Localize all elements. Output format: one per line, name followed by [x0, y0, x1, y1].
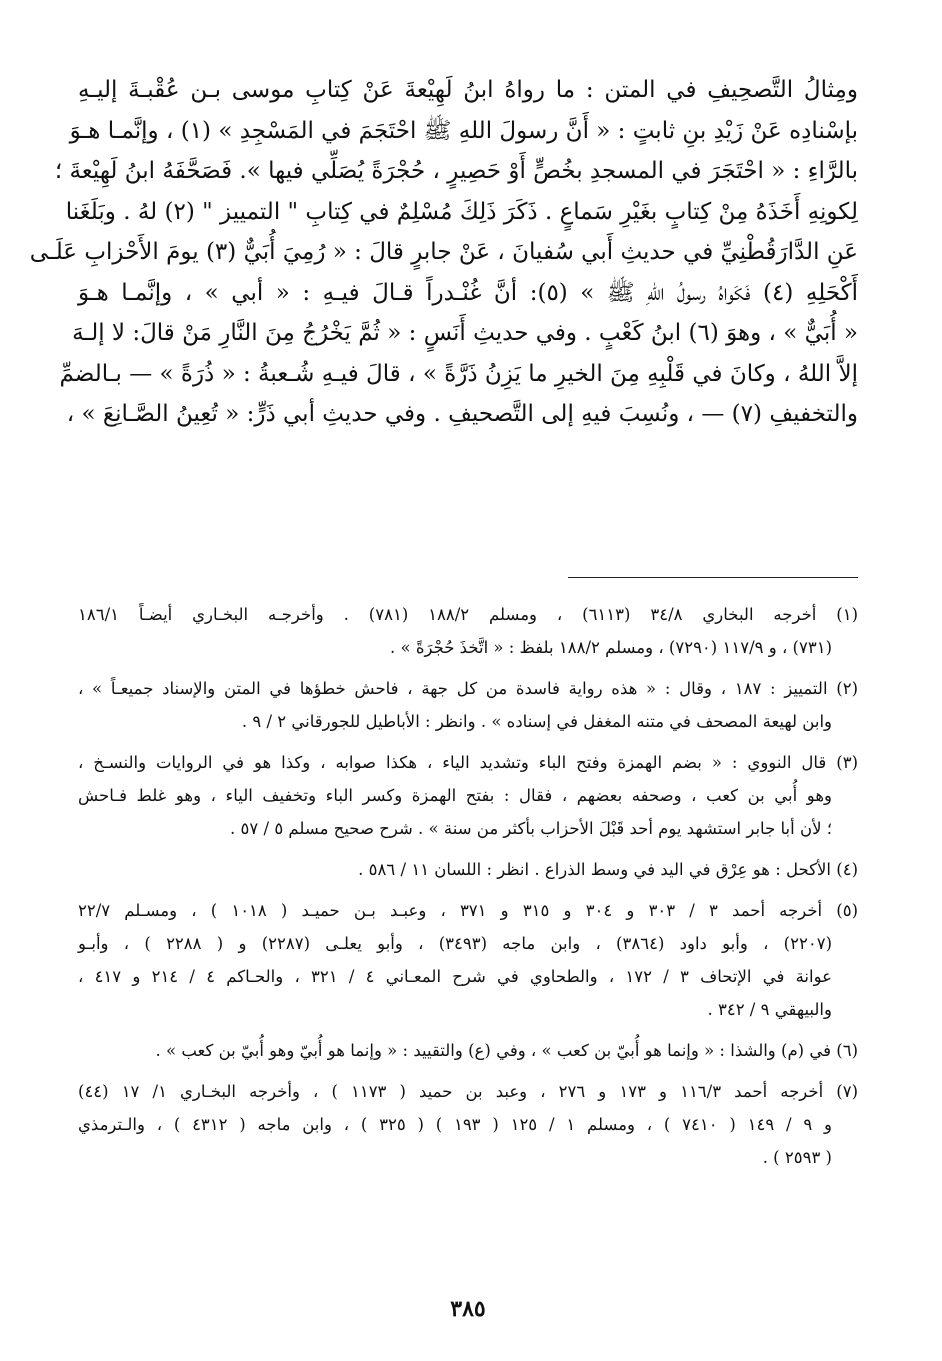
footnote-line: عوانة في الإتحاف ٣ / ١٧٢ ، والطحاوي في شرح المعـاني ٤ / ٣٢١ ، والحـاكم ٤ / ٢١٤ و ٤١٧ ، [78, 967, 832, 986]
book-page [29, 70, 859, 1330]
main-line: عَنِ الدَّارَقُطْنِيِّ في حديثِ أَبي سُفيانَ ، عَنْ جابرٍ قالَ : « رُمِيَ أُبَيٌّ (٣) يومَ الأَحْزابِ عَلَـى [29, 239, 858, 265]
footnote-2 [78, 672, 858, 738]
footnote-line: وابن لهيعة المصحف في متنه المغفل في إسناده » . وانظر : الأباطيل للجورقاني ٢ / ٩ . [241, 712, 832, 731]
footnote-divider [568, 577, 858, 578]
footnote-4 [78, 853, 858, 886]
main-line: إلاَّ اللهُ ، وكانَ في قَلْبِهِ مِنَ الخيرِ ما يَزِنُ ذَرَّةً » ، قالَ فيـهِ شُـعبةُ : « ذُرَةً » — بـالضمِّ [59, 360, 858, 387]
footnote-line: (٦) في (م) والشذا : « وإنما هو أُبيّ بن كعب » ، وفي (ع) والتقييد : « وإنما هو أُبيّ وهو أُبيّ بن كعب » . [155, 1041, 858, 1060]
main-line: بإسْنادِه عَنْ زَيْدِ بنِ ثابتٍ : « أَنَّ رسولَ اللهِ ﷺ احْتَجَمَ في المَسْجِدِ » (١) ، وإنَّمـا هـوَ [69, 117, 858, 144]
footnote-line: ؛ لأن أبا جابر استشهد يوم أحد قَبْلَ الأحزاب بأكثر من سنة » . شرح صحيح مسلم ٥ / ٥٧ . [230, 819, 832, 838]
footnote-line: وهو أُبي بن كعب ، وصحفه بعضهم ، فقال : بفتح الهمزة وكسر الباء وتخفيف الياء ، وهو غلط فـاحش [78, 786, 832, 805]
footnote-line: (٢) التمييز : ١٨٧ ، وقال : « هذه رواية فاسدة من كل جهة ، فاحش خطؤها في المتن والإسناد جميعـاً » ، [78, 679, 858, 698]
footnote-3 [78, 746, 858, 845]
footnote-line: (٣) قال النووي : « بضم الهمزة وفتح الباء وتشديد الياء ، هكذا صوابه ، وكذا هو في الروايات والنسـخ ، [78, 753, 858, 772]
footnote-6 [78, 1034, 858, 1067]
footnote-line: (٢٢٠٧) ، وأبو داود (٣٨٦٤) ، وابن ماجه (٣٤٩٣) ، وأبو يعلـى (٢٢٨٧) و ( ٢٢٨٨ ) ، وأبـو [78, 934, 833, 953]
footnote-line: ( ٢٥٩٣ ) . [762, 1148, 832, 1167]
main-line: بالرَّاءِ : « احْتَجَرَ في المسجدِ بخُصٍّ أَوْ حَصِيرٍ ، حُجْرَةً يُصَلِّي فيها ». فَصَحَّفَهُ ابنُ لَهِيْعةَ ؛ [54, 158, 858, 184]
main-line: « أُبَيٌّ » ، وهوَ (٦) ابنُ كَعْبٍ . وفي حديثِ أَنَسٍ : « ثُمَّ يَخْرُجُ مِنَ النَّارِ مَنْ قالَ: لا إلـهَ [72, 320, 858, 346]
footnote-line: (٧٣١) ، و ١١٧/٩ (٧٢٩٠) ، ومسلم ١٨٨/٢ بلفظ : « اتَّخذَ حُجْرَةً » . [390, 638, 832, 657]
footnotes [78, 598, 858, 1182]
main-line: والتخفيفِ (٧) — ، ونُسِبَ فيهِ إلى التَّصحيفِ . وفي حديثِ أبي ذَرٍّ: « تُعِينُ الصَّـانِعَ » ، [66, 401, 858, 427]
main-line: أَكْحَلِهِ (٤) فَكَواهُ رسولُ اللهِ ﷺ » (٥): أنَّ غُنْـدراً قـالَ فيـهِ : « أبي » ، وإنَّمـا هـوَ [78, 279, 859, 306]
footnote-7 [78, 1075, 858, 1174]
footnote-line: (٥) أخرجه أحمد ٣ / ٣٠٣ و ٣٠٤ و ٣١٥ و ٣٧١ ، وعبـد بـن حميـد ( ١٠١٨ ) ، ومسـلم ٢٢/٧ [78, 901, 859, 920]
footnote-line: (١) أخرجه البخاري ٣٤/٨ (٦١١٣) ، ومسلم ١٨٨/٢ (٧٨١) . وأخرجـه البخـاري أيضـاً ١٨٦/١ [78, 605, 858, 624]
footnote-line: (٧) أخرجه أحمد ١١٦/٣ و ١٧٣ و ٢٧٦ ، وعبد بن حميد ( ١١٧٣ ) ، وأخرجه البخـاري ١/ ١٧ (٤٤) [78, 1082, 858, 1101]
footnote-line: (٤) الأكحل : هو عِرْق في اليد في وسط الذراع . انظر : اللسان ١١ / ٥٨٦ . [358, 860, 858, 879]
main-line: ومِثالُ التَّصحِيفِ في المتن : ما رواهُ ابنُ لَهِيْعةَ عَنْ كِتابِ موسى بـن عُقْبـةَ إليـهِ [78, 77, 858, 103]
footnote-5 [78, 894, 858, 1026]
footnote-line: والبيهقي ٩ / ٣٤٢ . [707, 1000, 832, 1019]
main-line: لِكونِهِ أَخَذَهُ مِنْ كِتابٍ بغَيْرِ سَماعٍ . ذَكَرَ ذَلِكَ مُسْلِمٌ في كِتابِ " التمييز " (٢) لهُ . وبَلَغَنا [65, 198, 858, 225]
footnote-line: و ٩ / ١٤٩ ( ٧٤١٠ ) ، ومسلم ١ / ١٢٥ ( ١٩٣ ) ( ٣٢٥ ) ، وابن ماجه ( ٤٣١٢ ) ، والـترمذي [78, 1115, 832, 1134]
page-number: ٣٨٥ [450, 1296, 486, 1322]
footnote-1 [78, 598, 858, 664]
main-text [29, 70, 859, 435]
